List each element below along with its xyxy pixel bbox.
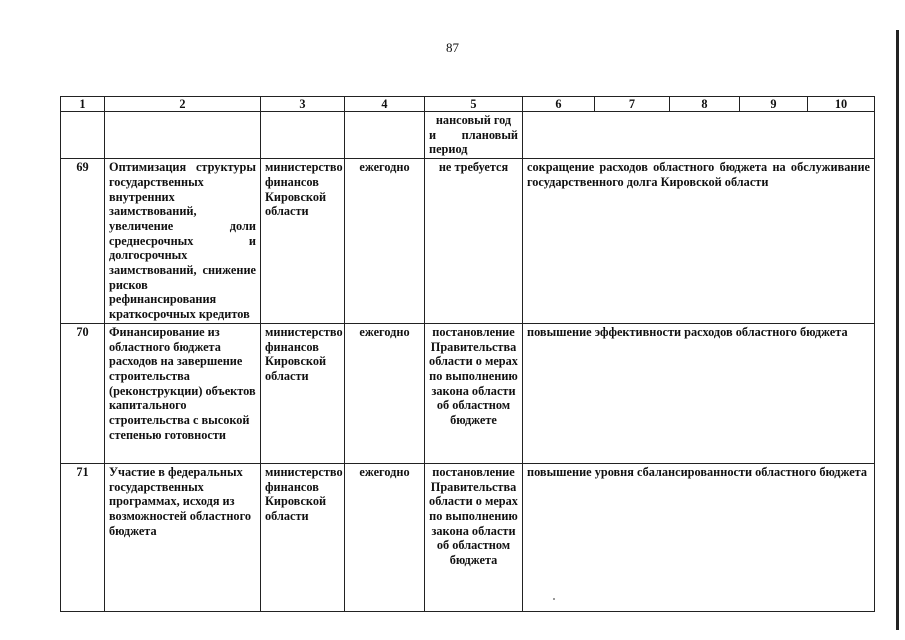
responsible-cell: министерство финансов Кировской области bbox=[261, 323, 345, 463]
column-header: 9 bbox=[740, 97, 808, 112]
responsible-cell: министерство финансов Кировской области bbox=[261, 159, 345, 324]
page-number: 87 bbox=[446, 40, 459, 55]
result-cell: сокращение расходов областного бюджета на обслуживание государственного долга Кировской области bbox=[523, 159, 875, 324]
column-header: 2 bbox=[105, 97, 261, 112]
row-number: 71 bbox=[61, 463, 105, 611]
measure-cell: Финансирование из областного бюджета расходов на завершение строительства (реконструкции) объектов капитального строительства с высокой степенью готовности bbox=[105, 323, 261, 463]
result-cell: повышение уровня сбалансированности областного бюджета bbox=[523, 463, 875, 611]
column-header: 7 bbox=[595, 97, 670, 112]
table-row bbox=[61, 159, 875, 324]
document-cell-continuation bbox=[425, 112, 523, 159]
document-cell: не требуется bbox=[425, 159, 523, 324]
column-header: 8 bbox=[670, 97, 740, 112]
measures-table bbox=[60, 96, 875, 612]
column-header: 1 bbox=[61, 97, 105, 112]
continuation-line: нансовый год bbox=[435, 113, 512, 127]
document-cell: постановление Правительства области о мерах по выполнению закона области об областном бюджете bbox=[425, 323, 523, 463]
result-cell: повышение эффективности расходов областного бюджета bbox=[523, 323, 875, 463]
scan-edge-line bbox=[896, 30, 899, 630]
column-header: 3 bbox=[261, 97, 345, 112]
scan-speck bbox=[553, 598, 555, 600]
continuation-line: период bbox=[429, 142, 468, 157]
period-cell: ежегодно bbox=[345, 463, 425, 611]
period-cell: ежегодно bbox=[345, 159, 425, 324]
period-cell: ежегодно bbox=[345, 323, 425, 463]
responsible-cell: министерство финансов Кировской области bbox=[261, 463, 345, 611]
column-header: 10 bbox=[808, 97, 875, 112]
measure-cell: Участие в федеральных государственных программах, исходя из возможностей областного бюджета bbox=[105, 463, 261, 611]
column-number-row bbox=[61, 97, 875, 112]
continuation-line: и плановый bbox=[429, 127, 518, 142]
row-number: 69 bbox=[61, 159, 105, 324]
continuation-row bbox=[61, 112, 875, 159]
document-cell: постановление Правительства области о мерах по выполнению закона области об областном бюджета bbox=[425, 463, 523, 611]
column-header: 4 bbox=[345, 97, 425, 112]
table-row bbox=[61, 463, 875, 611]
column-header: 6 bbox=[523, 97, 595, 112]
column-header: 5 bbox=[425, 97, 523, 112]
measure-cell: Оптимизация структуры государственных внутренних заимствований, увеличение доли среднесрочных и долгосрочных заимствований, снижение рисков рефинансирования краткосрочных кредитов bbox=[105, 159, 261, 324]
table-row bbox=[61, 323, 875, 463]
row-number: 70 bbox=[61, 323, 105, 463]
